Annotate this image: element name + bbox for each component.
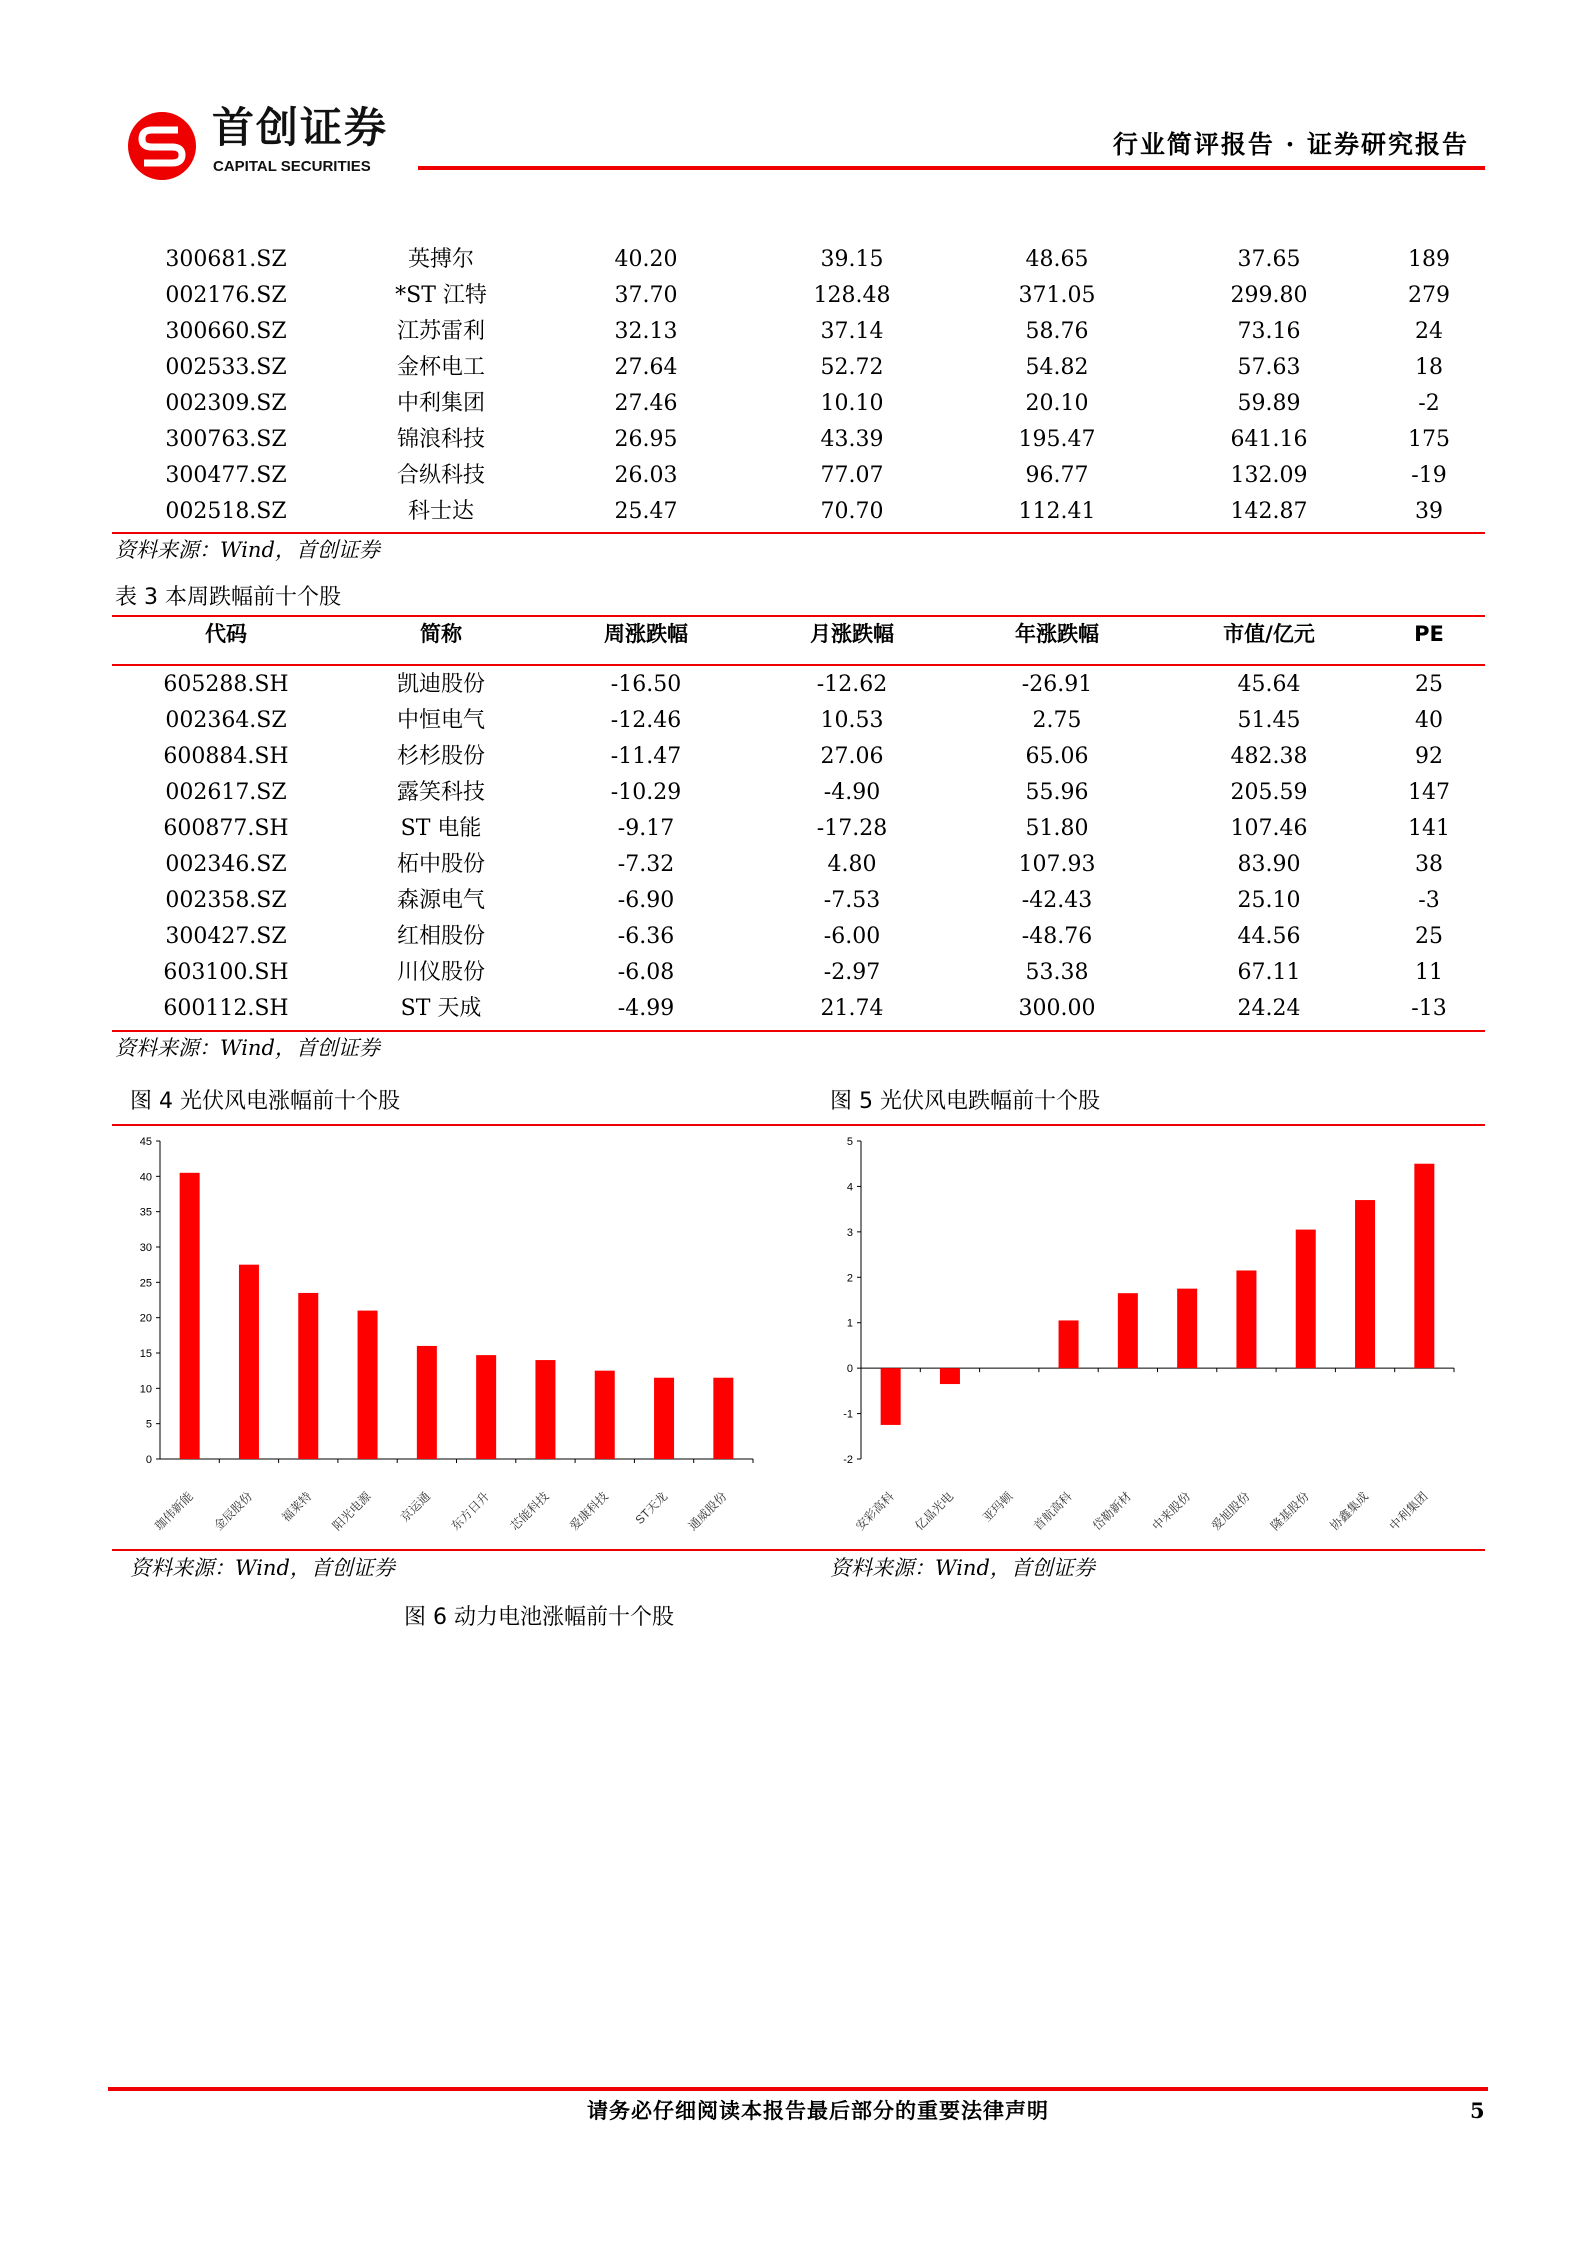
x-tick-label: 爱康科技: [567, 1489, 611, 1534]
table-cell: 002358.SZ: [165, 888, 287, 913]
x-tick-label: 珈伟新能: [151, 1489, 196, 1534]
table-row: [112, 498, 1485, 534]
table-cell: 300477.SZ: [165, 463, 287, 488]
table-cell: 40.20: [614, 247, 678, 272]
bar: [417, 1346, 437, 1459]
table-cell: 600112.SH: [163, 996, 289, 1021]
footer-divider: [108, 2087, 1488, 2091]
table-cell: 简称: [420, 622, 462, 646]
y-tick-label: 4: [846, 1181, 853, 1194]
table-cell: 57.63: [1237, 355, 1301, 380]
table-cell: -11.47: [610, 744, 682, 769]
table-cell: -7.53: [823, 888, 881, 913]
y-tick-label: 30: [139, 1242, 152, 1254]
table-cell: 175: [1408, 427, 1450, 452]
table-cell: 205.59: [1230, 780, 1308, 805]
table-cell: 金杯电工: [396, 355, 486, 380]
x-tick-label: 协鑫集成: [1327, 1489, 1372, 1534]
table-row: [112, 462, 1485, 498]
footer-disclaimer: 请务必仔细阅读本报告最后部分的重要法律声明: [587, 2098, 1049, 2123]
table-cell: 37.14: [820, 319, 884, 344]
page-number: 5: [1470, 2098, 1485, 2123]
table-cell: -12.62: [816, 672, 888, 697]
table-divider: [112, 532, 1485, 534]
table-cell: -3: [1418, 888, 1440, 913]
table-cell: -26.91: [1021, 672, 1093, 697]
table-cell: -42.43: [1021, 888, 1093, 913]
table-cell: 中利集团: [396, 391, 486, 416]
y-tick-label: -2: [843, 1454, 853, 1466]
table-cell: 142.87: [1230, 499, 1308, 524]
table-cell: 18: [1415, 355, 1443, 380]
table-cell: 20.10: [1025, 391, 1089, 416]
table-cell: 55.96: [1025, 780, 1089, 805]
table-cell: 53.38: [1025, 960, 1089, 985]
table-cell: 凯迪股份: [396, 672, 486, 697]
table-cell: -2: [1418, 391, 1440, 416]
table-cell: PE: [1414, 622, 1444, 646]
table-divider: [112, 615, 1485, 617]
table-cell: 603100.SH: [163, 960, 289, 985]
table-cell: 002309.SZ: [165, 391, 287, 416]
table-cell: 147: [1408, 780, 1450, 805]
table-cell: 92: [1415, 744, 1443, 769]
table-row: [112, 887, 1485, 923]
table-cell: 107.46: [1230, 816, 1308, 841]
table-cell: 科士达: [407, 499, 475, 524]
table-row: [112, 426, 1485, 462]
y-tick-label: 10: [139, 1383, 152, 1396]
table-cell: -12.46: [610, 708, 682, 733]
figure5-chart: [812, 1128, 1485, 1548]
bar: [881, 1368, 901, 1425]
table-cell: 132.09: [1230, 463, 1308, 488]
x-tick-label: 京运通: [397, 1489, 433, 1525]
table-cell: 柘中股份: [396, 852, 486, 877]
x-tick-label: 通威股份: [685, 1489, 730, 1534]
figure4-chart: [112, 1128, 792, 1548]
bar: [180, 1173, 200, 1459]
table-cell: 27.64: [614, 355, 678, 380]
table-cell: 红相股份: [396, 924, 486, 949]
table-cell: 128.48: [813, 283, 891, 308]
table-cell: 51.80: [1025, 816, 1089, 841]
table-cell: 641.16: [1230, 427, 1308, 452]
figure5-source: 资料来源：Wind，首创证券: [830, 1556, 1095, 1580]
table-row: [112, 671, 1485, 707]
x-tick-label: 芯能科技: [507, 1489, 552, 1534]
table-cell: 52.72: [820, 355, 884, 380]
table-cell: -6.36: [617, 924, 675, 949]
table-cell: 59.89: [1237, 391, 1301, 416]
report-type: 行业简评报告 · 证券研究报告: [1112, 130, 1469, 159]
bar: [713, 1378, 733, 1459]
table-cell: 107.93: [1018, 852, 1096, 877]
table-cell: 002364.SZ: [165, 708, 287, 733]
logo-english: CAPITAL SECURITIES: [213, 158, 371, 175]
table-cell: 32.13: [614, 319, 678, 344]
table-cell: 300681.SZ: [165, 247, 287, 272]
table-cell: 002346.SZ: [165, 852, 287, 877]
y-tick-label: 15: [139, 1348, 152, 1360]
table-cell: 露笑科技: [396, 780, 486, 805]
bar: [654, 1378, 674, 1459]
table-cell: 10.53: [820, 708, 884, 733]
table-cell: -6.08: [617, 960, 675, 985]
table-cell: 24: [1415, 319, 1443, 344]
x-tick-label: 中利集团: [1386, 1489, 1431, 1534]
y-tick-label: 5: [846, 1136, 853, 1148]
table-cell: -6.90: [617, 888, 675, 913]
table-cell: 77.07: [820, 463, 884, 488]
x-tick-label: 首航高科: [1030, 1489, 1075, 1534]
table-cell: 杉杉股份: [396, 744, 486, 769]
table-cell: *ST 江特: [395, 283, 487, 308]
table-cell: -13: [1411, 996, 1447, 1021]
table-cell: 112.41: [1018, 499, 1096, 524]
y-tick-label: 1: [846, 1317, 853, 1330]
table-cell: 299.80: [1230, 283, 1308, 308]
bar: [239, 1265, 259, 1459]
header-divider: [418, 166, 1485, 170]
table-cell: 195.47: [1018, 427, 1096, 452]
table-cell: 周涨跌幅: [604, 622, 688, 646]
table-row: [112, 923, 1485, 959]
table-cell: 96.77: [1025, 463, 1089, 488]
table-row: [112, 246, 1485, 282]
table-cell: 600884.SH: [163, 744, 289, 769]
table-cell: 24.24: [1237, 996, 1301, 1021]
table-cell: 英搏尔: [407, 247, 475, 272]
table-divider: [112, 1030, 1485, 1032]
table-cell: -17.28: [816, 816, 888, 841]
x-tick-label: 中来股份: [1149, 1489, 1194, 1534]
x-tick-label: 金辰股份: [211, 1489, 256, 1534]
bar: [1118, 1293, 1138, 1368]
table-cell: 70.70: [820, 499, 884, 524]
table-cell: -4.90: [823, 780, 881, 805]
table-cell: 2.75: [1032, 708, 1082, 733]
table-cell: 40: [1415, 708, 1443, 733]
table-cell: -10.29: [610, 780, 682, 805]
table-cell: -4.99: [617, 996, 675, 1021]
table2-source: 资料来源：Wind，首创证券: [115, 538, 380, 562]
table-cell: 38: [1415, 852, 1443, 877]
company-logo-icon: [126, 110, 202, 182]
bar: [1414, 1164, 1434, 1368]
table-row: [112, 851, 1485, 887]
y-tick-label: 0: [145, 1454, 152, 1466]
table-cell: -2.97: [823, 960, 881, 985]
y-tick-label: 25: [139, 1277, 152, 1290]
table-cell: 江苏雷利: [396, 319, 486, 344]
table-cell: 市值/亿元: [1223, 622, 1315, 646]
table-row: [112, 707, 1485, 743]
table-cell: 605288.SH: [163, 672, 289, 697]
bar: [1236, 1270, 1256, 1368]
table-cell: 002176.SZ: [165, 283, 287, 308]
table-cell: -19: [1411, 463, 1447, 488]
y-tick-label: 40: [139, 1171, 152, 1184]
bar: [1355, 1200, 1375, 1368]
table-cell: 45.64: [1237, 672, 1301, 697]
table-cell: 371.05: [1018, 283, 1096, 308]
table-cell: 54.82: [1025, 355, 1089, 380]
table-cell: 48.65: [1025, 247, 1089, 272]
x-tick-label: 阳光电源: [329, 1489, 374, 1534]
table-row: [112, 743, 1485, 779]
table-cell: 300.00: [1018, 996, 1096, 1021]
table-cell: 002533.SZ: [165, 355, 287, 380]
table-cell: 300660.SZ: [165, 319, 287, 344]
table-cell: 代码: [205, 622, 247, 646]
y-tick-label: 2: [846, 1272, 853, 1285]
table-cell: 锦浪科技: [396, 427, 486, 452]
table-cell: 27.06: [820, 744, 884, 769]
table-cell: 65.06: [1025, 744, 1089, 769]
table-cell: 002617.SZ: [165, 780, 287, 805]
logo-text: 首创证券: [212, 103, 389, 152]
y-tick-label: 0: [846, 1363, 853, 1376]
table-row: [112, 779, 1485, 815]
table-divider: [112, 664, 1485, 666]
table-header-row: [112, 620, 1485, 656]
bar: [1177, 1289, 1197, 1369]
y-tick-label: 5: [145, 1418, 152, 1431]
table-cell: 44.56: [1237, 924, 1301, 949]
table-cell: 森源电气: [396, 888, 486, 913]
table-cell: 25: [1415, 672, 1443, 697]
bar: [1059, 1320, 1079, 1368]
figure4-source: 资料来源：Wind，首创证券: [130, 1556, 395, 1580]
table-cell: 年涨跌幅: [1015, 622, 1099, 646]
table-cell: 25: [1415, 924, 1443, 949]
figure-divider: [112, 1549, 1485, 1551]
table-cell: 37.65: [1237, 247, 1301, 272]
table-cell: 300427.SZ: [165, 924, 287, 949]
table-cell: 58.76: [1025, 319, 1089, 344]
table-row: [112, 282, 1485, 318]
y-tick-label: 35: [139, 1206, 152, 1219]
table-cell: 11: [1415, 960, 1443, 985]
bar: [358, 1311, 378, 1459]
table3-title: 表 3 本周跌幅前十个股: [115, 585, 341, 610]
table-cell: -6.00: [823, 924, 881, 949]
table-cell: 月涨跌幅: [810, 622, 894, 646]
bar: [535, 1360, 555, 1459]
table-row: [112, 318, 1485, 354]
table-cell: 26.03: [614, 463, 678, 488]
x-tick-label: 亚玛顿: [980, 1489, 1016, 1525]
table-row: [112, 959, 1485, 995]
figure6-title: 图 6 动力电池涨幅前十个股: [404, 1605, 674, 1630]
table-cell: 83.90: [1237, 852, 1301, 877]
x-tick-label: 隆基股份: [1268, 1489, 1312, 1534]
x-tick-label: 岱勒新材: [1090, 1489, 1134, 1534]
table-row: [112, 815, 1485, 851]
table-cell: 51.45: [1237, 708, 1301, 733]
table-cell: -9.17: [617, 816, 675, 841]
y-tick-label: 3: [846, 1226, 853, 1239]
table-cell: 4.80: [827, 852, 877, 877]
table-cell: 25.10: [1237, 888, 1301, 913]
bar: [1296, 1230, 1316, 1369]
y-tick-label: 45: [139, 1136, 152, 1148]
x-tick-label: 福莱特: [279, 1489, 315, 1525]
figure4-title: 图 4 光伏风电涨幅前十个股: [130, 1089, 400, 1114]
bar: [298, 1293, 318, 1459]
table-cell: 25.47: [614, 499, 678, 524]
bar: [940, 1368, 960, 1384]
y-tick-label: -1: [843, 1408, 853, 1421]
table-cell: 中恒电气: [396, 708, 486, 733]
figure5-title: 图 5 光伏风电跌幅前十个股: [830, 1089, 1100, 1114]
table-cell: 26.95: [614, 427, 678, 452]
table-cell: 39.15: [820, 247, 884, 272]
bar: [476, 1355, 496, 1459]
table-cell: 10.10: [820, 391, 884, 416]
table-cell: 279: [1408, 283, 1450, 308]
table-cell: 43.39: [820, 427, 884, 452]
table-cell: 21.74: [820, 996, 884, 1021]
table-row: [112, 354, 1485, 390]
table-row: [112, 995, 1485, 1031]
table-cell: 37.70: [614, 283, 678, 308]
table-cell: -48.76: [1021, 924, 1093, 949]
table-cell: 189: [1408, 247, 1450, 272]
table-cell: 600877.SH: [163, 816, 289, 841]
y-tick-label: 20: [139, 1312, 152, 1325]
table-cell: ST 电能: [400, 816, 482, 841]
x-tick-label: 安彩高科: [852, 1489, 897, 1534]
table-cell: 482.38: [1230, 744, 1308, 769]
table-cell: 39: [1415, 499, 1443, 524]
x-tick-label: ST天龙: [632, 1489, 671, 1527]
table-cell: 27.46: [614, 391, 678, 416]
bar: [595, 1371, 615, 1459]
table-cell: 合纵科技: [396, 463, 486, 488]
table-cell: -7.32: [617, 852, 675, 877]
table-cell: 002518.SZ: [165, 499, 287, 524]
x-tick-label: 亿晶光电: [912, 1489, 957, 1534]
table-cell: ST 天成: [400, 996, 482, 1021]
x-tick-label: 爱旭股份: [1208, 1489, 1253, 1534]
table3-source: 资料来源：Wind，首创证券: [115, 1036, 380, 1060]
table-cell: 73.16: [1237, 319, 1301, 344]
table-cell: 141: [1408, 816, 1450, 841]
figure-divider: [112, 1124, 1485, 1126]
table-cell: 67.11: [1237, 960, 1301, 985]
x-tick-label: 东方日升: [448, 1489, 493, 1534]
table-row: [112, 390, 1485, 426]
table-cell: 300763.SZ: [165, 427, 287, 452]
table-cell: -16.50: [610, 672, 682, 697]
table-cell: 川仪股份: [396, 960, 486, 985]
